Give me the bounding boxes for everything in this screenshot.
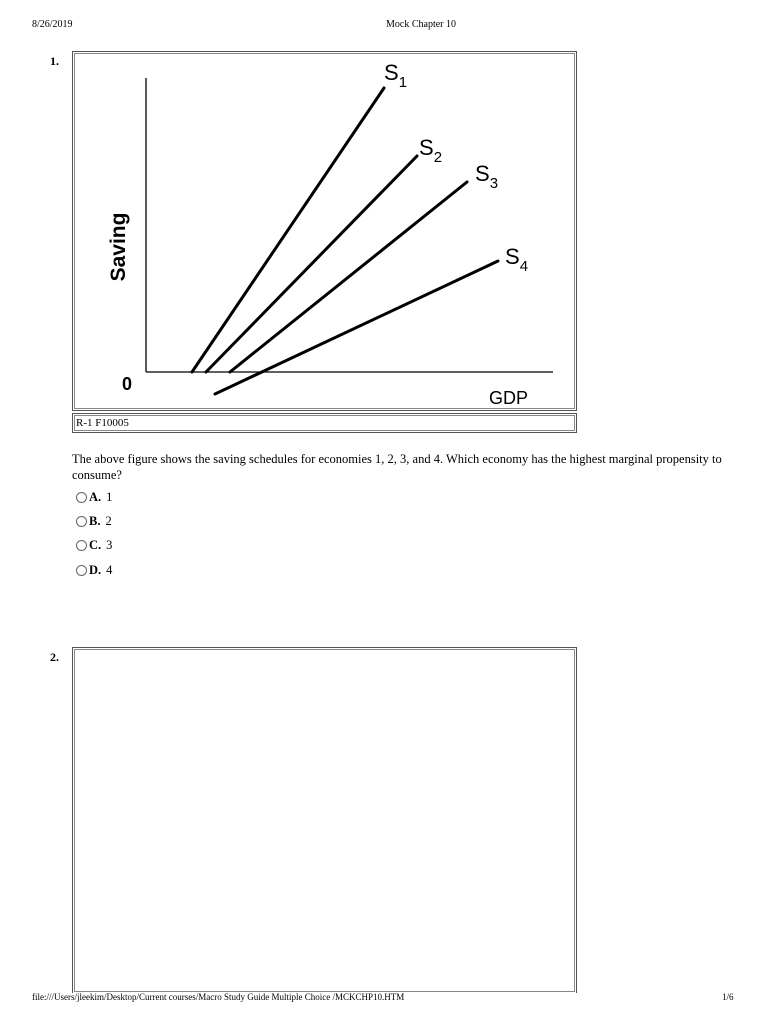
radio-button[interactable]	[76, 492, 87, 503]
saving-line-4	[215, 261, 498, 394]
saving-schedule-chart	[73, 52, 576, 410]
saving-line-label-1: $S_1$	[384, 60, 408, 91]
radio-button[interactable]	[76, 565, 87, 576]
question-1-text: The above figure shows the saving schedules for economies 1, 2, 3, and 4. Which economy has the highest marginal propensity to consume?	[72, 452, 722, 482]
choice-value: 4	[106, 563, 113, 577]
question-1-caption: R-1 F10005	[72, 413, 577, 433]
choice-d[interactable]	[76, 561, 112, 579]
choice-value: 3	[106, 538, 113, 552]
radio-button[interactable]	[76, 540, 87, 551]
radio-button[interactable]	[76, 516, 87, 527]
choice-letter: B.	[89, 514, 101, 528]
document-title: Mock Chapter 10	[386, 19, 456, 30]
choice-c[interactable]	[76, 536, 112, 554]
choice-letter: D.	[89, 563, 102, 577]
origin-label: 0	[122, 374, 133, 394]
question-1-figure	[72, 51, 577, 411]
choice-value: 2	[105, 514, 112, 528]
saving-line-2	[206, 156, 417, 372]
choice-b[interactable]	[76, 512, 112, 530]
x-axis-label: GDP	[489, 388, 529, 408]
saving-line-label-4: $S_4$	[505, 244, 529, 275]
saving-line-label-3: $S_3$	[475, 161, 499, 192]
question-1-number: 1.	[50, 54, 59, 68]
footer-page-number: 1/6	[722, 992, 734, 1002]
saving-line-3	[230, 182, 467, 372]
question-2-number: 2.	[50, 650, 59, 664]
question-2-figure	[72, 647, 577, 993]
series-layer	[192, 60, 528, 394]
y-axis-label: Saving	[107, 212, 130, 282]
footer-file-path: file:///Users/jleekim/Desktop/Current courses/Macro Study Guide Multiple Choice /MCKCHP10.HTM	[32, 992, 405, 1002]
choice-a[interactable]	[76, 488, 112, 506]
saving-line-label-2: $S_2$	[419, 135, 443, 166]
choice-letter: C.	[89, 538, 102, 552]
print-date: 8/26/2019	[32, 19, 73, 30]
choice-letter: A.	[89, 490, 102, 504]
choice-value: 1	[106, 490, 113, 504]
